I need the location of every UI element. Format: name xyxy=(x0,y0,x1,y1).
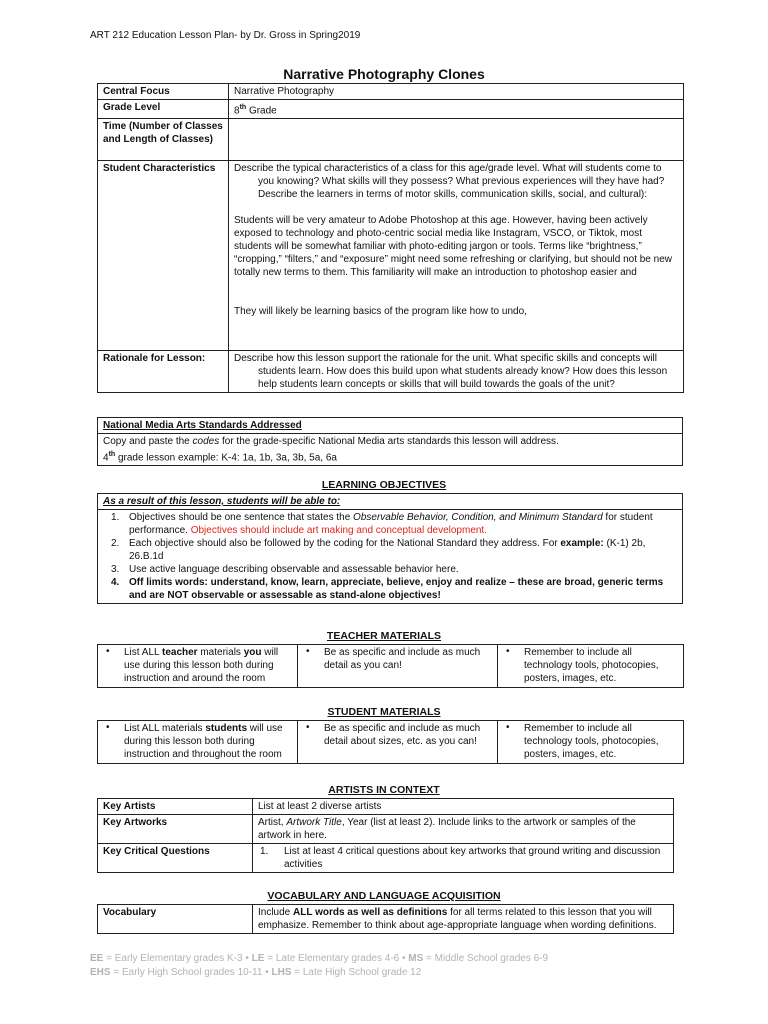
materials-text: Be as specific and include as much detail about sizes, etc. as you can! xyxy=(324,723,481,747)
standards-body xyxy=(98,434,683,466)
grade-number: 8 xyxy=(234,105,240,117)
objective-text: Each objective should also be followed by the coding for the National Standard they address. For xyxy=(129,538,561,549)
central-focus-label: Central Focus xyxy=(98,84,229,100)
objective-text: Use active language describing observable and assessable behavior here. xyxy=(129,564,459,575)
key-artworks-label: Key Artworks xyxy=(98,815,253,844)
list-number: 2. xyxy=(111,538,120,549)
objective-bold: example: xyxy=(560,538,604,549)
materials-bold: you xyxy=(243,647,262,658)
artworks-italic: Artwork Title xyxy=(286,817,342,828)
vocabulary-text: for all terms related to this lesson that you will emphasize. Remember to think about age-appropriate language when wording definitions. xyxy=(258,907,657,931)
critical-question-text: List at least 4 critical questions about key artworks that ground writing and discussion activities xyxy=(284,846,661,870)
vocabulary-bold: ALL words as well as definitions xyxy=(293,907,448,918)
standards-line-2 xyxy=(103,448,677,464)
learning-objectives-title: LEARNING OBJECTIVES xyxy=(321,479,447,491)
legend-abbr: EHS xyxy=(90,967,111,978)
bullet-icon: • xyxy=(506,722,510,733)
vocabulary-text: Include xyxy=(258,907,294,918)
student-characteristics-value xyxy=(229,161,684,351)
grade-word: Grade xyxy=(246,105,277,117)
objective-text: (K-1) 2b, 26.B.1d xyxy=(129,538,646,562)
student-characteristics-prompt: Describe the typical characteristics of a class for this age/grade level. What will students come to you knowing? What skills will they possess? What previous experiences will they have had? Describe the learners in terms of motor skills, communication skills, social, and cultural): xyxy=(234,163,665,201)
bullet-icon: • xyxy=(506,646,510,657)
grade-level-row xyxy=(98,100,684,119)
critical-question-item xyxy=(258,845,668,871)
legend-abbr: LE xyxy=(251,953,265,964)
document-title: Narrative Photography Clones xyxy=(283,66,485,82)
teacher-materials-table xyxy=(97,644,684,688)
legend-abbr: MS xyxy=(408,953,424,964)
legend-text: = Late Elementary grades 4-6 • xyxy=(264,953,409,964)
legend-abbr: LHS xyxy=(271,967,292,978)
vocabulary-title: VOCABULARY AND LANGUAGE ACQUISITION xyxy=(267,890,501,902)
rationale-label: Rationale for Lesson: xyxy=(98,351,229,393)
legend-text: = Early Elementary grades K-3 • xyxy=(103,953,252,964)
central-focus-value: Narrative Photography xyxy=(229,84,684,100)
materials-text: List ALL materials xyxy=(124,723,206,734)
standards-codes-word: codes xyxy=(192,436,220,447)
legend-line-2 xyxy=(90,966,548,980)
artists-in-context-title: ARTISTS IN CONTEXT xyxy=(328,784,440,796)
materials-text: Remember to include all technology tools, photocopies, posters, images, etc. xyxy=(524,723,659,760)
time-value xyxy=(229,119,684,161)
objectives-list xyxy=(103,511,677,602)
standards-grade-number: 4 xyxy=(103,452,109,464)
standards-text: for the grade-specific National Media arts standards this lesson will address. xyxy=(219,436,559,447)
legend-abbr: EE xyxy=(90,953,104,964)
bullet-icon: • xyxy=(106,722,110,733)
list-number: 3. xyxy=(111,564,120,575)
materials-text: List ALL xyxy=(124,647,162,658)
critical-questions-list xyxy=(258,845,668,871)
standards-grade-suffix: th xyxy=(108,451,116,458)
student-materials-col-2 xyxy=(298,721,498,764)
rationale-value xyxy=(229,351,684,393)
objective-item-3 xyxy=(103,563,677,576)
bullet-icon: • xyxy=(306,722,310,733)
objective-text: for student performance. xyxy=(129,512,653,536)
list-number: 4. xyxy=(111,577,120,588)
key-critical-questions-label: Key Critical Questions xyxy=(98,844,253,873)
student-materials-col-3 xyxy=(498,721,684,764)
grade-level-value xyxy=(229,100,684,119)
student-characteristics-row xyxy=(98,161,684,351)
objective-item-4 xyxy=(103,576,677,602)
standards-header: National Media Arts Standards Addressed xyxy=(98,418,683,434)
list-number: 1. xyxy=(260,846,269,857)
learning-objectives-table xyxy=(97,493,683,604)
time-row xyxy=(98,119,684,161)
lesson-info-table xyxy=(97,83,684,393)
standards-text: Copy and paste the xyxy=(103,436,193,447)
central-focus-row xyxy=(98,84,684,100)
key-artworks-value xyxy=(253,815,674,844)
key-artists-label: Key Artists xyxy=(98,799,253,815)
vocabulary-label: Vocabulary xyxy=(98,905,253,934)
rationale-prompt: Describe how this lesson support the rationale for the unit. What specific skills and concepts will students learn. How does this build upon what students already know? How does this lesson help students learn concepts or skills that will build towards the goals of the unit? xyxy=(234,353,668,391)
objectives-list-cell xyxy=(98,510,683,604)
materials-text: materials xyxy=(197,647,244,658)
key-critical-questions-value xyxy=(253,844,674,873)
legend-text: = Early High School grades 10-11 • xyxy=(110,967,272,978)
materials-bold: students xyxy=(205,723,248,734)
materials-text: will use during this lesson both during instruction and around the room xyxy=(124,647,279,684)
student-characteristics-label: Student Characteristics xyxy=(98,161,229,351)
grade-level-label: Grade Level xyxy=(98,100,229,119)
standards-table xyxy=(97,417,683,466)
student-materials-table xyxy=(97,720,684,764)
objective-item-1 xyxy=(103,511,677,537)
vocabulary-table xyxy=(97,904,674,934)
student-materials-col-1 xyxy=(98,721,298,764)
legend-text: = Late High School grade 12 xyxy=(291,967,422,978)
objective-text: Off limits words: understand, know, learn, appreciate, believe, enjoy and realize – these are broad, generic terms and are NOT observable or assessable as stand-alone objectives! xyxy=(129,577,664,601)
legend-text: = Middle School grades 6-9 xyxy=(423,953,549,964)
standards-line-1 xyxy=(103,435,677,448)
objective-italic: Observable Behavior, Condition, and Minimum Standard xyxy=(353,512,603,523)
bullet-icon: • xyxy=(106,646,110,657)
objective-red-note: Objectives should include art making and conceptual development. xyxy=(190,525,487,536)
objective-text: Objectives should be one sentence that states the xyxy=(129,512,354,523)
time-label: Time (Number of Classes and Length of Classes) xyxy=(98,119,229,161)
artworks-text: Artist, xyxy=(258,817,287,828)
grade-suffix: th xyxy=(239,104,247,111)
artworks-text: , Year (list at least 2). Include links to the artwork or samples of the artwork in here. xyxy=(258,817,636,841)
key-artists-value: List at least 2 diverse artists xyxy=(253,799,674,815)
teacher-materials-title: TEACHER MATERIALS xyxy=(326,630,442,642)
teacher-materials-col-2 xyxy=(298,645,498,688)
student-characteristics-paragraph-1: Students will be very amateur to Adobe Photoshop at this age. However, having been actively exposed to technology and photo-centric social media like Instagram, VSCO, or Tiktok, most students will be somewhat familiar with photo-editing jargon or tools. Terms like “brightness,” “cropping,” “filters,” and “exposure” might need some refreshing or clarifying, but should not be new totally new terms to them. This familiarity will make an introduction to photoshop easier and xyxy=(234,215,672,279)
bullet-icon: • xyxy=(306,646,310,657)
student-materials-title: STUDENT MATERIALS xyxy=(327,706,441,718)
grade-abbreviation-legend xyxy=(90,952,548,980)
materials-text: will use during this lesson both during instruction and throughout the room xyxy=(124,723,283,760)
artists-table xyxy=(97,798,674,873)
vocabulary-value xyxy=(253,905,674,934)
rationale-row xyxy=(98,351,684,393)
teacher-materials-col-1 xyxy=(98,645,298,688)
materials-text: Remember to include all technology tools, photocopies, posters, images, etc. xyxy=(524,647,659,684)
standards-example: grade lesson example: K-4: 1a, 1b, 3a, 3b, 5a, 6a xyxy=(115,452,337,464)
page-header: ART 212 Education Lesson Plan- by Dr. Gross in Spring2019 xyxy=(90,30,361,41)
materials-bold: teacher xyxy=(162,647,198,658)
objectives-head: As a result of this lesson, students will be able to: xyxy=(98,494,683,510)
student-characteristics-paragraph-2: They will likely be learning basics of the program like how to undo, xyxy=(234,306,527,318)
materials-text: Be as specific and include as much detail as you can! xyxy=(324,647,481,671)
legend-line-1 xyxy=(90,952,548,966)
list-number: 1. xyxy=(111,512,120,523)
objective-item-2 xyxy=(103,537,677,563)
teacher-materials-col-3 xyxy=(498,645,684,688)
